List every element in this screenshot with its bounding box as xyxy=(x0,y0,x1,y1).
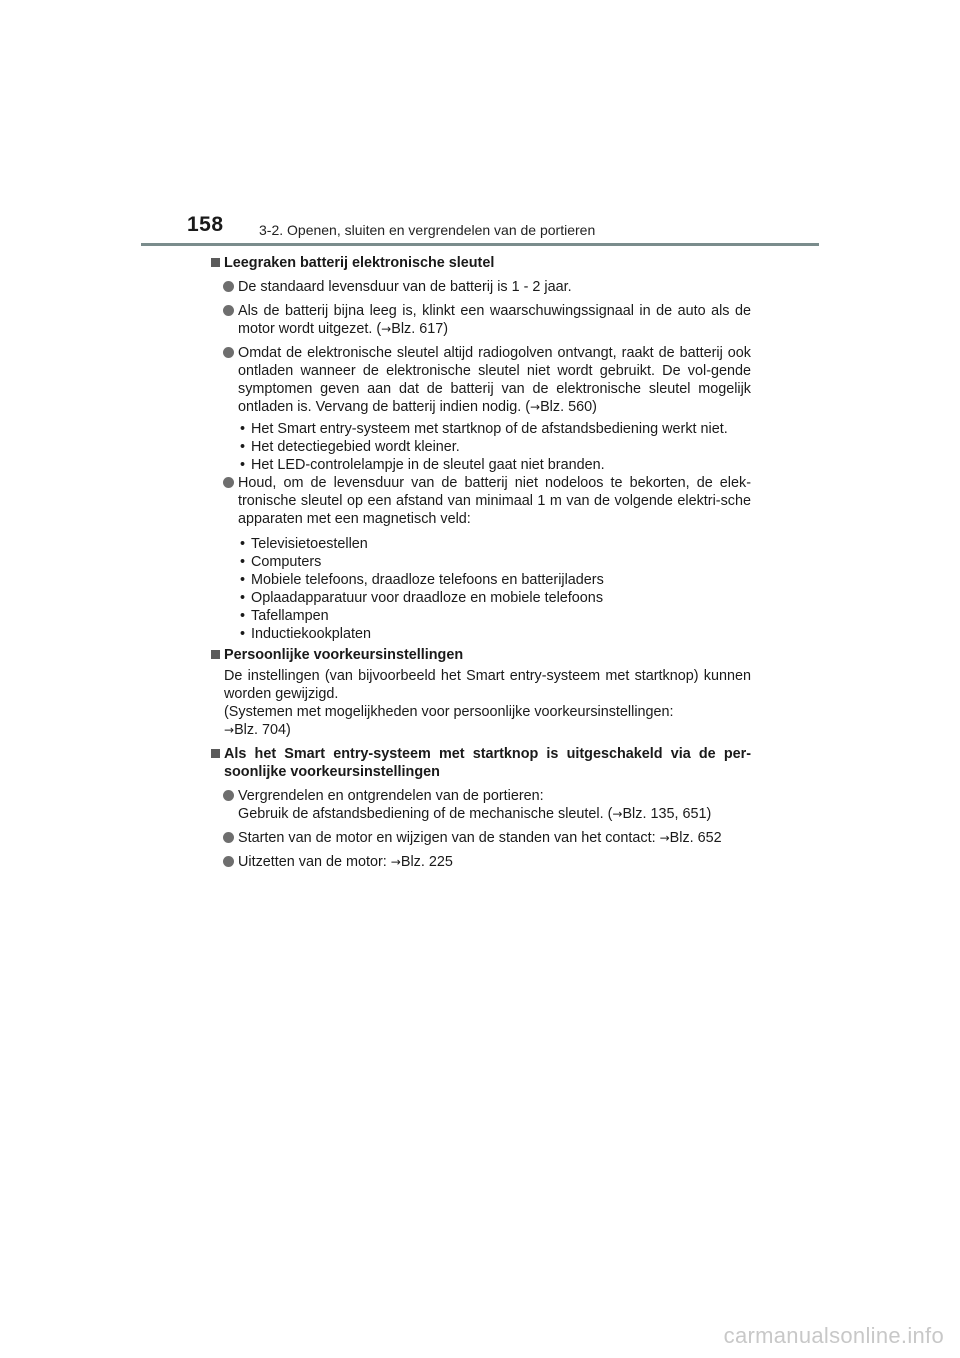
arrow-icon: → xyxy=(530,400,541,414)
arrow-icon: → xyxy=(390,855,401,869)
paragraph-warning-signal: Als de batterij bijna leeg is, klinkt een waarschuwingssignaal in de auto als de motor wordt uitgezet. (→Blz. 617) xyxy=(211,302,751,338)
list-item: • Het detectiegebied wordt kleiner. xyxy=(240,439,460,455)
watermark: carmanualsonline.info xyxy=(723,1323,944,1348)
list-item: • Mobiele telefoons, draadloze telefoons en batterijladers xyxy=(240,572,604,588)
page-content xyxy=(211,252,751,871)
round-bullet-icon xyxy=(223,305,234,316)
list-item: • Televisietoestellen xyxy=(240,536,368,552)
arrow-icon: → xyxy=(381,322,392,336)
square-bullet-icon xyxy=(211,650,220,659)
paragraph-preferences: De instellingen (van bijvoorbeeld het Smart entry-systeem met startknop) kunnen worden gewijzigd. (Systemen met mogelijkheden voor persoonlijke voorkeursinstellingen: →Blz. 704) xyxy=(224,668,751,738)
square-bullet-icon xyxy=(211,749,220,758)
section-heading-disabled: Als het Smart entry-systeem met startknop is uitgeschakeld via de per-soonlijke voorkeursinstellingen xyxy=(211,745,751,781)
list-item: • Inductiekookplaten xyxy=(240,626,372,642)
arrow-icon: → xyxy=(224,723,235,737)
round-bullet-icon xyxy=(223,856,234,867)
page-number: 158 xyxy=(187,213,224,236)
round-bullet-icon xyxy=(223,281,234,292)
round-bullet-icon xyxy=(223,790,234,801)
list-item: • Het Smart entry-systeem met startknop of de afstandsbediening werkt niet. xyxy=(240,421,728,437)
page-reference-link[interactable]: Blz. 617) xyxy=(391,321,449,337)
section-heading-battery: Leegraken batterij elektronische sleutel xyxy=(211,254,751,272)
paragraph-keep-distance: Houd, om de levensduur van de batterij niet nodeloos te bekorten, de elek-tronische sleutel op een afstand van minimaal 1 m van de volgende elektri-sche apparaten met een magnetisch veld: xyxy=(211,474,751,528)
list-item: • Tafellampen xyxy=(240,608,329,624)
paragraph-battery-drain: Omdat de elektronische sleutel altijd radiogolven ontvangt, raakt de batterij ook ontladen wanneer de elektronische sleutel niet wordt gebruikt. De vol-gende symptomen geven aan dat de batterij van de elektronische sleutel mogelijk ontladen is. Vervang de batterij indien nodig. (→Blz. 560) xyxy=(211,344,751,416)
page-reference-link[interactable]: Blz. 135, 651) xyxy=(622,806,712,822)
device-list xyxy=(211,535,751,643)
header-rule xyxy=(141,243,819,246)
paragraph-start-engine: Starten van de motor en wijzigen van de standen van het contact: →Blz. 652 xyxy=(211,829,751,847)
running-header: 3-2. Openen, sluiten en vergrendelen van de portieren xyxy=(259,222,596,238)
round-bullet-icon xyxy=(223,832,234,843)
page-reference-link[interactable]: Blz. 652 xyxy=(669,830,722,846)
paragraph-battery-life: De standaard levensduur van de batterij is 1 - 2 jaar. xyxy=(211,278,751,296)
round-bullet-icon xyxy=(223,347,234,358)
square-bullet-icon xyxy=(211,258,220,267)
section-heading-preferences: Persoonlijke voorkeursinstellingen xyxy=(211,646,751,664)
page-reference-link[interactable]: Blz. 225 xyxy=(400,854,453,870)
round-bullet-icon xyxy=(223,477,234,488)
page-reference-link[interactable]: Blz. 560) xyxy=(540,399,597,415)
paragraph-lock-unlock: Vergrendelen en ontgrendelen van de portieren: Gebruik de afstandsbediening of de mechanische sleutel. (→Blz. 135, 651) xyxy=(211,787,751,823)
arrow-icon: → xyxy=(612,807,623,821)
list-item: • Computers xyxy=(240,554,322,570)
list-item: • Het LED-controlelampje in de sleutel gaat niet branden. xyxy=(240,457,605,473)
list-item: • Oplaadapparatuur voor draadloze en mobiele telefoons xyxy=(240,590,604,606)
arrow-icon: → xyxy=(659,831,670,845)
page-reference-link[interactable]: Blz. 704) xyxy=(234,722,291,738)
symptom-list xyxy=(211,420,751,474)
paragraph-stop-engine: Uitzetten van de motor: →Blz. 225 xyxy=(211,853,751,871)
